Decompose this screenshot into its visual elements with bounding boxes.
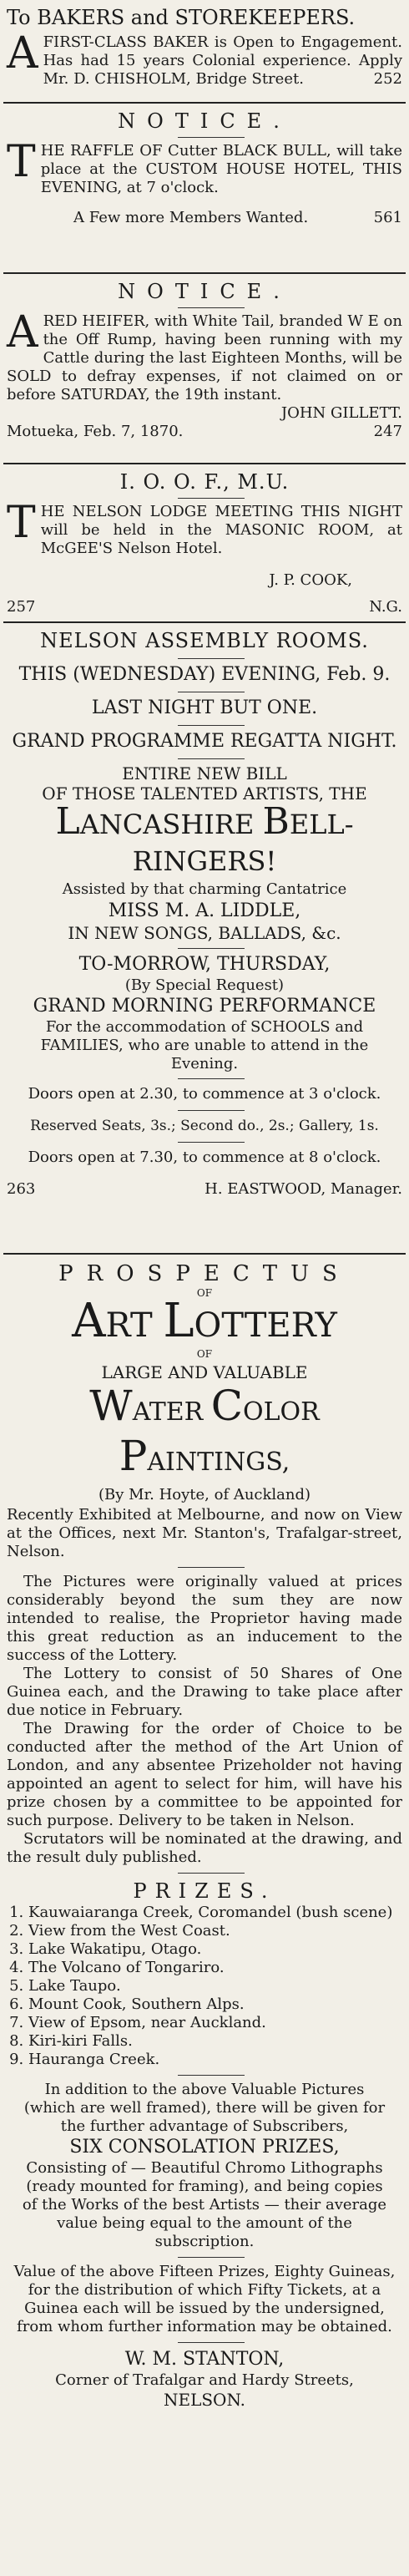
exhibited-para: Recently Exhibited at Melbourne, and now on View at the Offices, next Mr. Stanton's, Trafalgar-street, Nelson. bbox=[7, 1506, 402, 1560]
heifer-place: Motueka, Feb. 7, 1870. bbox=[7, 423, 184, 440]
title-cap: L bbox=[163, 1294, 194, 1348]
divider bbox=[3, 1253, 406, 1255]
bakers-ad bbox=[7, 5, 402, 89]
title-cap: B bbox=[262, 800, 290, 843]
title-cap: W bbox=[89, 1382, 133, 1430]
shares-para: The Lottery to consist of 50 Shares of One Guinea each, and the Drawing to take place after due notice in February. bbox=[7, 1665, 402, 1719]
iof-heading: I. O. O. F., M.U. bbox=[119, 470, 290, 494]
bakers-body: FIRST-CLASS BAKER is Open to Engagement. Has had 15 years Colonial experience. Apply Mr. D. CHISHOLM, Bridge Street. bbox=[43, 33, 402, 88]
talented-line: OF THOSE TALENTED ARTISTS, THE bbox=[42, 783, 367, 804]
addition-para: In addition to the above Valuable Pictures (which are well framed), there will be given for the further advantage of Subscribers, bbox=[23, 2081, 386, 2135]
nelson-line: NELSON. bbox=[163, 2390, 246, 2410]
value-para: Value of the above Fifteen Prizes, Eighty Guineas, for the distribution of which Fifty Tickets, at a Guinea each will be issued by the undersigned, from whom further information may be obtained. bbox=[13, 2263, 396, 2335]
title-cap: A bbox=[72, 1294, 106, 1348]
prize-item: 5. Lake Taupo. bbox=[28, 1977, 402, 1995]
scrutators-para: Scrutators will be nominated at the drawing, and the result duly published. bbox=[7, 1830, 402, 1866]
doors-evening: Doors open at 7.30, to commence at 8 o'clock. bbox=[28, 1149, 381, 1166]
title-part: OLOR bbox=[243, 1397, 320, 1427]
prize-item: 4. The Volcano of Tongariro. bbox=[28, 1959, 402, 1977]
drop-cap: T bbox=[7, 498, 36, 548]
liddle-line: MISS M. A. LIDDLE, bbox=[108, 900, 301, 921]
chromo-para: Consisting of — Beautiful Chromo Lithographs (ready mounted for framing), and being copies of the Works of the best Artists — their average value being equal to the amount of the subscription. bbox=[22, 2159, 387, 2250]
prize-item: 3. Lake Wakatipu, Otago. bbox=[28, 1940, 402, 1959]
hoyte-line: (By Mr. Hoyte, of Auckland) bbox=[98, 1486, 311, 1504]
heifer-signer: JOHN GILLETT. bbox=[280, 404, 402, 422]
assembly-heading: NELSON ASSEMBLY ROOMS. bbox=[40, 629, 369, 652]
raffle-body: HE RAFFLE OF Cutter BLACK BULL, will take place at the CUSTOM HOUSE HOTEL, THIS EVENING, at 7 o'clock. bbox=[40, 142, 402, 196]
ad-number: 252 bbox=[373, 70, 402, 88]
title-part: ATER bbox=[132, 1397, 211, 1427]
divider bbox=[3, 463, 406, 464]
oddfellows-ad bbox=[7, 469, 402, 616]
heifer-notice bbox=[7, 279, 402, 441]
bakers-heading: To BAKERS and STOREKEEPERS. bbox=[7, 6, 356, 29]
title-part: ANCASHIRE bbox=[79, 809, 263, 840]
ad-number: 247 bbox=[373, 423, 402, 440]
title-cap: P bbox=[119, 1432, 148, 1480]
drop-cap: A bbox=[7, 307, 38, 357]
title-part: RT bbox=[105, 1306, 164, 1345]
manager-line: H. EASTWOOD, Manager. bbox=[204, 1180, 402, 1198]
prizes-list bbox=[7, 1904, 402, 2069]
seat-prices: Reserved Seats, 3s.; Second do., 2s.; Gallery, 1s. bbox=[30, 1118, 379, 1134]
prize-item: 8. Kiri-kiri Falls. bbox=[28, 2032, 402, 2051]
divider bbox=[3, 102, 406, 104]
prize-item: 9. Hauranga Creek. bbox=[28, 2051, 402, 2069]
drop-cap: A bbox=[7, 28, 38, 79]
ad-number: 257 bbox=[7, 598, 36, 616]
lodge-body: HE NELSON LODGE MEETING THIS NIGHT will be held in the MASONIC ROOM, at McGEE'S Nelson Hotel. bbox=[40, 503, 402, 557]
prospectus-heading: PROSPECTUS bbox=[58, 1261, 351, 1286]
title-part: AINTINGS, bbox=[147, 1448, 290, 1477]
drawing-para: The Drawing for the order of Choice to be conducted after the method of the Art Union of London, and any absentee Prizeholder not having appointed an agent to select for him, will have his prize chosen by a committee to be appointed for such purpose. Delivery to be taken in Nelson. bbox=[7, 1720, 402, 1829]
prize-item: 2. View from the West Coast. bbox=[28, 1922, 402, 1940]
water-color-title bbox=[7, 1384, 402, 1484]
last-night-line: LAST NIGHT BUT ONE. bbox=[91, 697, 318, 718]
regatta-line: GRAND PROGRAMME REGATTA NIGHT. bbox=[12, 731, 397, 752]
stanton-address: Corner of Trafalgar and Hardy Streets, bbox=[55, 2371, 354, 2389]
pictures-para: The Pictures were originally valued at prices considerably beyond the sum they are now intended to realise, the Proprietor having made this great reduction as an inducement to the success of the Lottery. bbox=[7, 1573, 402, 1664]
raffle-footer: A Few more Members Wanted. bbox=[73, 209, 309, 226]
prize-item: 6. Mount Cook, Southern Alps. bbox=[28, 1995, 402, 2014]
ad-number: 561 bbox=[373, 209, 402, 226]
prizes-heading: PRIZES. bbox=[133, 1879, 276, 1903]
cantatrice-line: Assisted by that charming Cantatrice bbox=[62, 880, 347, 898]
ad-number: 263 bbox=[7, 1180, 36, 1198]
ng-label: N.G. bbox=[369, 598, 402, 616]
of-line: OF bbox=[196, 1287, 213, 1299]
title-part: ELL-RINGERS! bbox=[132, 809, 354, 877]
prize-item: 7. View of Epsom, near Auckland. bbox=[28, 2014, 402, 2032]
large-valuable-line: LARGE AND VALUABLE bbox=[101, 1362, 308, 1382]
of-line: OF bbox=[196, 1348, 213, 1360]
assembly-rooms-ad bbox=[7, 628, 402, 1199]
art-lottery-title bbox=[7, 1294, 402, 1348]
consolation-line: SIX CONSOLATION PRIZES, bbox=[69, 2137, 340, 2158]
drop-cap: T bbox=[7, 137, 36, 187]
prize-item: 1. Kauwaiaranga Creek, Coromandel (bush scene) bbox=[28, 1904, 402, 1922]
morning-performance-line: GRAND MORNING PERFORMANCE bbox=[33, 996, 376, 1017]
lodge-signer: J. P. COOK, bbox=[269, 571, 352, 589]
art-lottery-ad bbox=[7, 1261, 402, 2410]
title-cap: C bbox=[210, 1382, 244, 1430]
special-request-line: (By Special Request) bbox=[124, 976, 285, 994]
new-bill-line: ENTIRE NEW BILL bbox=[122, 763, 287, 783]
tomorrow-line: TO-MORROW, THURSDAY, bbox=[78, 954, 331, 975]
doors-afternoon: Doors open at 2.30, to commence at 3 o'clock. bbox=[28, 1085, 381, 1103]
schools-line: For the accommodation of SCHOOLS and FAMILIES, who are unable to attend in the Evening. bbox=[40, 1018, 369, 1072]
divider bbox=[3, 272, 406, 274]
notice-heading: NOTICE. bbox=[118, 280, 291, 303]
divider bbox=[3, 621, 406, 623]
heifer-body: RED HEIFER, with White Tail, branded W E on the Off Rump, having been running with my Cattle during the last Eighteen Months, will be SOLD to defray expenses, if not claimed on or before SATURDAY, the 19th instant. bbox=[7, 312, 402, 403]
title-part: OTTERY bbox=[194, 1306, 337, 1345]
bell-ringers-title bbox=[7, 800, 402, 880]
title-cap: L bbox=[55, 800, 80, 843]
stanton-signer: W. M. STANTON, bbox=[124, 2349, 285, 2370]
notice-heading: NOTICE. bbox=[118, 109, 291, 133]
raffle-notice bbox=[7, 109, 402, 227]
songs-line: IN NEW SONGS, BALLADS, &c. bbox=[68, 923, 341, 943]
evening-line: THIS (WEDNESDAY) EVENING, Feb. 9. bbox=[18, 664, 391, 685]
